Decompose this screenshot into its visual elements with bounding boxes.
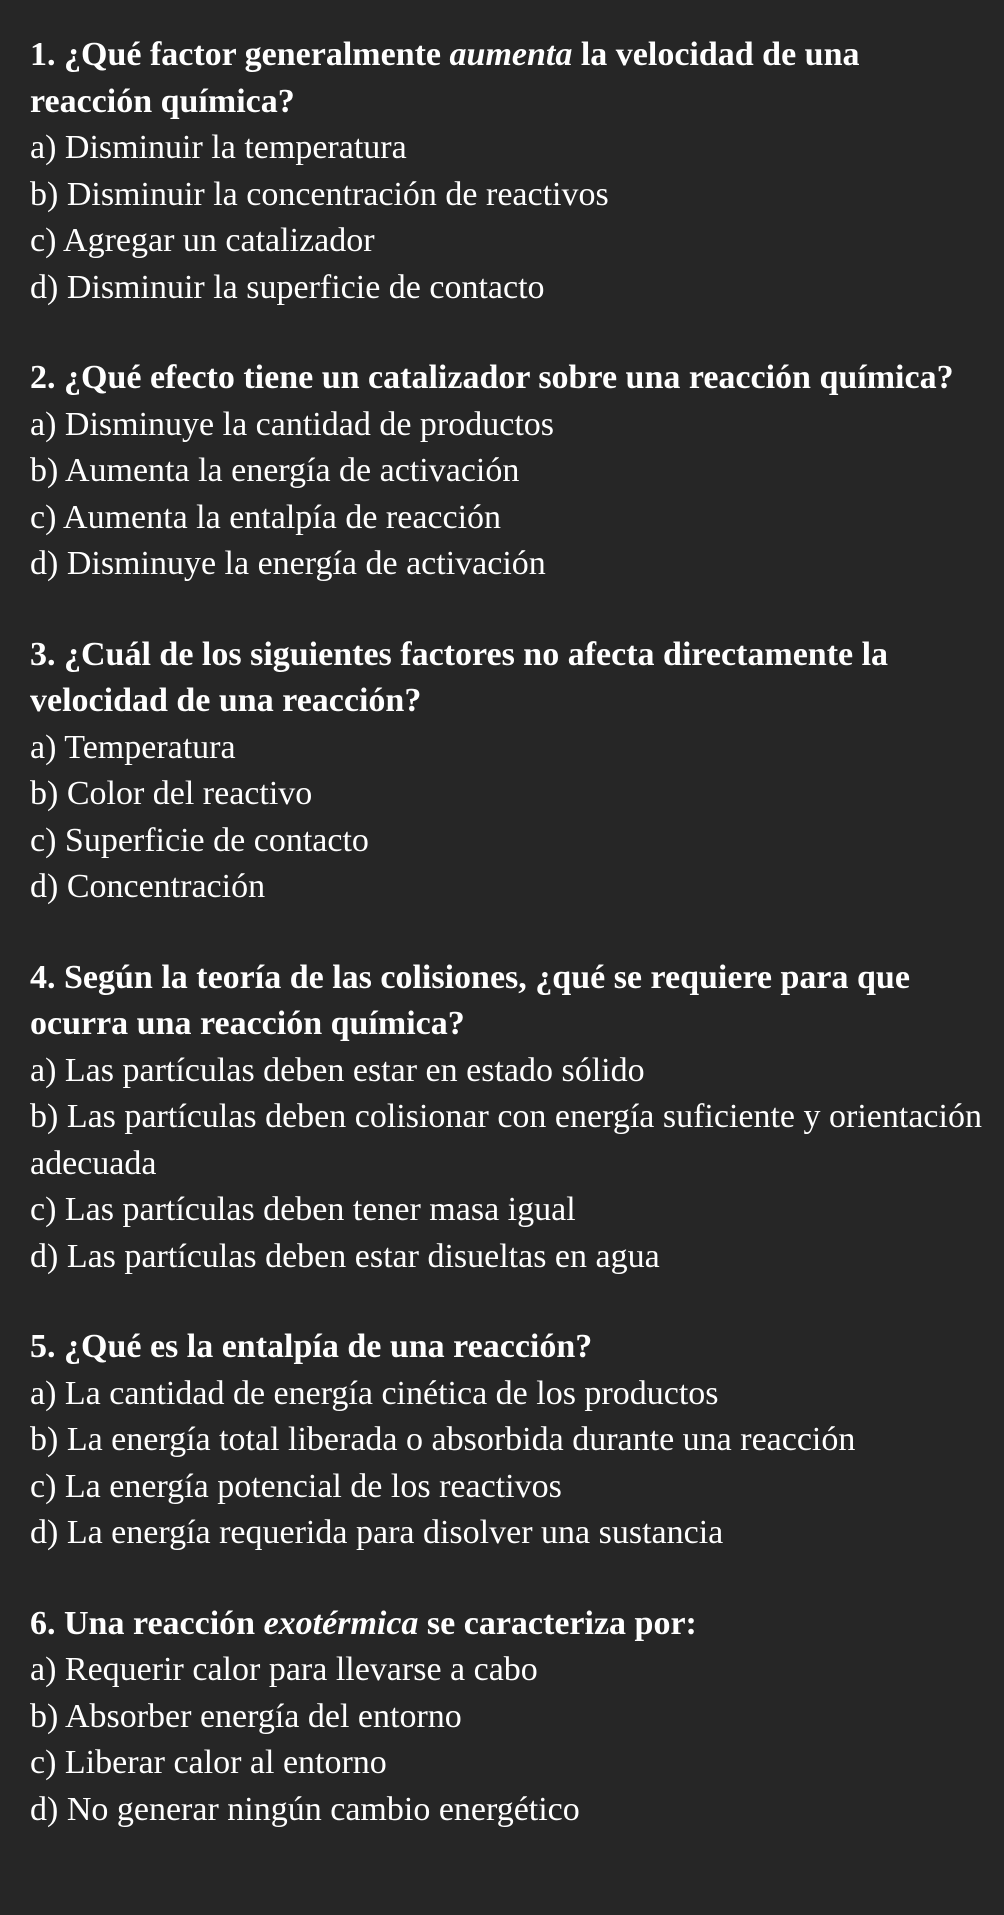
- question-2-title: 2. ¿Qué efecto tiene un catalizador sobre una reacción química?: [30, 359, 954, 396]
- question-6-title-suffix: se caracteriza por:: [418, 1604, 697, 1642]
- question-2-option-b: b) Aumenta la energía de activación: [30, 452, 520, 489]
- question-1: [30, 32, 990, 311]
- question-1-title-prefix: 1. ¿Qué factor generalmente: [30, 36, 450, 73]
- question-5-option-a: a) La cantidad de energía cinética de los productos: [30, 1374, 719, 1412]
- question-5-option-b: b) La energía total liberada o absorbida durante una reacción: [30, 1421, 856, 1458]
- question-6-option-c: c) Liberar calor al entorno: [30, 1744, 387, 1781]
- question-2: [30, 355, 990, 588]
- question-2-option-c: c) Aumenta la entalpía de reacción: [30, 498, 502, 536]
- question-5: [30, 1324, 990, 1557]
- question-6-option-a: a) Requerir calor para llevarse a cabo: [30, 1651, 538, 1688]
- question-4-option-b: b) Las partículas deben colisionar con energía suficiente y orientación adecuada: [30, 1098, 982, 1182]
- question-3-option-b: b) Color del reactivo: [30, 775, 313, 812]
- question-3: [30, 632, 990, 911]
- question-2-option-a: a) Disminuye la cantidad de productos: [30, 405, 555, 443]
- question-4: [30, 955, 990, 1281]
- question-6-option-b: b) Absorber energía del entorno: [30, 1697, 462, 1735]
- question-5-option-c: c) La energía potencial de los reactivos: [30, 1467, 562, 1505]
- question-1-option-a: a) Disminuir la temperatura: [30, 129, 407, 166]
- question-2-option-d: d) Disminuye la energía de activación: [30, 545, 546, 582]
- question-6-title: [30, 1601, 990, 1648]
- question-5-title: 5. ¿Qué es la entalpía de una reacción?: [30, 1328, 593, 1365]
- question-1-title-suffix: la velocidad de una reacción química?: [30, 36, 860, 120]
- question-6-title-emphasis: exotérmica: [263, 1604, 419, 1642]
- question-1-title-emphasis: aumenta: [449, 36, 573, 73]
- question-4-title: 4. Según la teoría de las colisiones, ¿qué se requiere para que ocurra una reacción química?: [30, 958, 910, 1042]
- question-1-title: [30, 32, 990, 125]
- question-3-option-a: a) Temperatura: [30, 728, 236, 766]
- question-6: [30, 1601, 990, 1834]
- question-3-option-d: d) Concentración: [30, 868, 266, 905]
- question-4-option-d: d) Las partículas deben estar disueltas en agua: [30, 1237, 660, 1275]
- question-1-option-c: c) Agregar un catalizador: [30, 222, 375, 259]
- question-1-option-d: d) Disminuir la superficie de contacto: [30, 268, 545, 306]
- question-6-option-d: d) No generar ningún cambio energético: [30, 1790, 580, 1828]
- question-3-title: 3. ¿Cuál de los siguientes factores no afecta directamente la velocidad de una reacción?: [30, 635, 889, 719]
- question-1-option-b: b) Disminuir la concentración de reactivos: [30, 175, 609, 213]
- quiz-document: [30, 32, 990, 1878]
- question-4-option-a: a) Las partículas deben estar en estado sólido: [30, 1051, 645, 1089]
- question-6-title-prefix: 6. Una reacción: [30, 1604, 264, 1642]
- question-3-option-c: c) Superficie de contacto: [30, 821, 369, 859]
- question-5-option-d: d) La energía requerida para disolver una sustancia: [30, 1514, 724, 1551]
- question-4-option-c: c) Las partículas deben tener masa igual: [30, 1191, 576, 1228]
